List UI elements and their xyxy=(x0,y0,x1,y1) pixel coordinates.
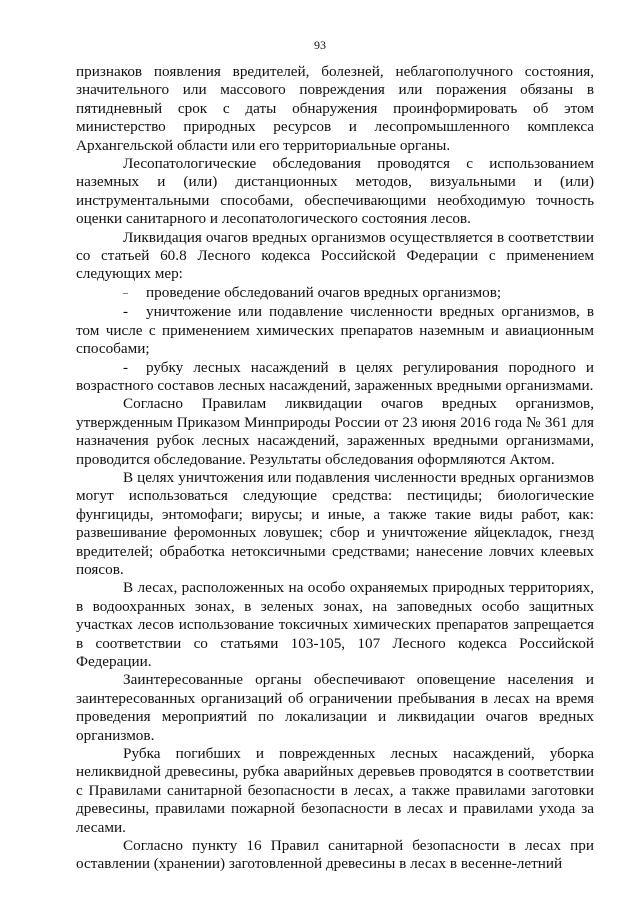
list-item xyxy=(76,359,594,396)
list-dash: - xyxy=(123,358,129,376)
list-dash: - xyxy=(123,303,129,321)
document-body xyxy=(76,63,594,874)
list-item xyxy=(76,303,594,358)
list-item-text: уничтожение или подавление численности вредных организмов, в том числе с применением химических препаратов наземным и авиационным способами; xyxy=(76,303,594,358)
paragraph-rules-order: Согласно Правилам ликвидации очагов вредных организмов, утвержденным Приказом Минприроды России от 23 июня 2016 года № 361 для назначения рубок лесных насаждений, зараженных вредными организмами, проводится обследование. Результаты обследования оформляются Актом. xyxy=(76,395,594,468)
page-number: 93 xyxy=(314,38,326,52)
list-item xyxy=(76,284,594,303)
paragraph-protected-areas: В лесах, расположенных на особо охраняемых природных территориях, в водоохранных зонах, в зеленых зонах, на заповедных особо защитных участках лесов использование токсичных химических препаратов запрещается в соответствии со статьями 103-105, 107 Лесного кодекса Российской Федерации. xyxy=(76,579,594,670)
paragraph-continued: признаков появления вредителей, болезней, неблагополучного состояния, значительного или массового повреждения или поражения обязаны в пятидневный срок с даты обнаружения проинформировать об этом министерство природных ресурсов и лесопромышленного комплекса Архангельской области или его территориальные органы. xyxy=(76,63,594,154)
paragraph-notification: Заинтересованные органы обеспечивают оповещение населения и заинтересованных организаций об ограничении пребывания в лесах на время проведения мероприятий по локализации и ликвидации очагов вредных организмов. xyxy=(76,671,594,744)
paragraph-surveys: Лесопатологические обследования проводятся с использованием наземных и (или) дистанционных методов, визуальными и (или) инструментальными способами, обеспечивающими необходимую точность оценки санитарного и лесопатологического состояния лесов. xyxy=(76,155,594,228)
list-dash: – xyxy=(123,287,128,299)
paragraph-means: В целях уничтожения или подавления численности вредных организмов могут использоваться следующие средства: пестициды; биологические фунгициды, энтомофаги; вирусы; и иные, а также такие виды работ, как: развешивание феромонных ловушек; сбор и уничтожение яйцекладок, гнезд вредителей; обработка нетоксичными средствами; нанесение ловчих клеевых поясов. xyxy=(76,468,594,578)
paragraph-felling: Рубка погибших и поврежденных лесных насаждений, уборка неликвидной древесины, рубка аварийных деревьев проводятся в соответствии с Правилами санитарной безопасности в лесах, а также правилами заготовки древесины, правилами пожарной безопасности в лесах и правилами ухода за лесами. xyxy=(76,745,594,836)
paragraph-liquidation-measures: Ликвидация очагов вредных организмов осуществляется в соответствии со статьей 60.8 Лесного кодекса Российской Федерации с применением следующих мер: xyxy=(76,228,594,283)
list-item-text: проведение обследований очагов вредных организмов; xyxy=(146,283,502,301)
list-item-text: рубку лесных насаждений в целях регулирования породного и возрастного составов лесных насаждений, зараженных вредными организмами. xyxy=(76,358,594,394)
paragraph-storage: Согласно пункту 16 Правил санитарной безопасности в лесах при оставлении (хранении) заготовленной древесины в лесах в весенне-летний xyxy=(76,837,594,873)
